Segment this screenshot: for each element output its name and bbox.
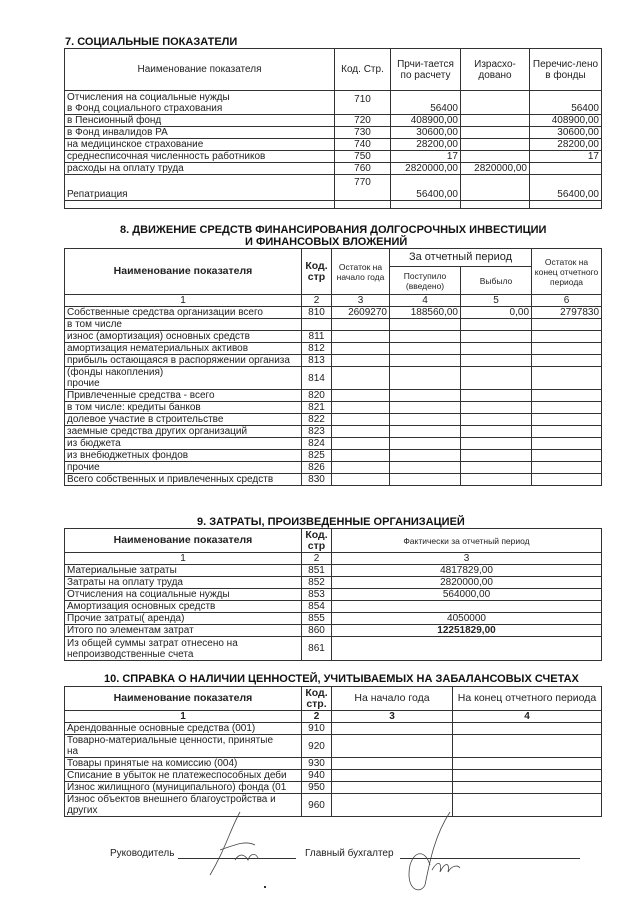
row-accrued: 408900,00 — [391, 115, 461, 127]
row-name: долевое участие в строительстве — [65, 414, 302, 426]
row-end — [532, 367, 602, 390]
row-code: 730 — [335, 127, 391, 139]
row-begin — [332, 414, 390, 426]
header-code: Код. стр. — [302, 687, 332, 711]
table-row — [65, 782, 602, 794]
row-begin — [332, 343, 390, 355]
row-end: 2797830 — [532, 307, 602, 319]
table-row — [65, 390, 602, 402]
row-disposed — [461, 474, 532, 486]
row-code: 950 — [302, 782, 332, 794]
row-accrued: 17 — [391, 151, 461, 163]
table-row — [65, 414, 602, 426]
off-balance-table — [64, 686, 602, 817]
col-number: 1 — [65, 295, 302, 307]
row-value: 12251829,00 — [332, 625, 602, 637]
row-name: Репатриация — [65, 175, 335, 201]
row-disposed — [461, 367, 532, 390]
row-name: среднесписочная численность работников — [65, 151, 335, 163]
table-row — [65, 355, 602, 367]
row-received: 188560,00 — [390, 307, 461, 319]
row-name: непроизводственные счета — [67, 648, 194, 660]
row-code: 710 — [335, 91, 391, 115]
row-spent: 2820000,00 — [461, 163, 530, 175]
header-accrued: Прчи-тается по расчету — [391, 49, 461, 91]
row-begin — [332, 319, 390, 331]
row-name: из внебюджетных фондов — [65, 450, 302, 462]
table-row — [65, 331, 602, 343]
col-number: 5 — [461, 295, 532, 307]
row-disposed — [461, 319, 532, 331]
row-name — [65, 367, 302, 390]
table-row — [65, 637, 602, 661]
row-code — [302, 319, 332, 331]
header-end: На конец отчетного периода — [453, 687, 602, 711]
header-disposed: Выбыло — [461, 267, 532, 295]
row-name: Амортизация основных средств — [65, 601, 302, 613]
table-row — [65, 758, 602, 770]
row-accrued: 2820000,00 — [391, 163, 461, 175]
row-code: 720 — [335, 115, 391, 127]
row-name: заемные средства других организаций — [65, 426, 302, 438]
row-name — [65, 637, 302, 661]
row-spent — [461, 151, 530, 163]
row-end — [453, 794, 602, 817]
row-end — [532, 474, 602, 486]
row-disposed — [461, 331, 532, 343]
header-code: Код. стр — [302, 529, 332, 553]
row-name: Отчисления на социальные нужды — [67, 91, 230, 103]
row-begin — [332, 735, 453, 758]
section7-title: 7. СОЦИАЛЬНЫЕ ПОКАЗАТЕЛИ — [65, 36, 238, 48]
table-row — [65, 589, 602, 601]
row-received — [390, 450, 461, 462]
row-received — [390, 367, 461, 390]
row-name: прибыль остающаяся в распоряжении организа — [65, 355, 302, 367]
row-end — [532, 402, 602, 414]
row-begin — [332, 355, 390, 367]
row-begin — [332, 474, 390, 486]
row-begin — [332, 462, 390, 474]
table-row — [65, 115, 602, 127]
row-code: 825 — [302, 450, 332, 462]
row-spent — [461, 175, 530, 201]
row-end — [453, 770, 602, 782]
row-name: Прочие затраты( аренда) — [65, 613, 302, 625]
table-row — [65, 91, 602, 115]
row-begin — [332, 723, 453, 735]
column-numbers-row — [65, 711, 602, 723]
row-disposed — [461, 438, 532, 450]
row-disposed: 0,00 — [461, 307, 532, 319]
table-row — [65, 307, 602, 319]
row-name: Износ жилищного (муниципального) фонда (01 — [65, 782, 302, 794]
col-number: 2 — [302, 295, 332, 307]
dot-mark — [264, 886, 266, 888]
table-row — [65, 625, 602, 637]
row-code: 814 — [302, 367, 332, 390]
row-name: на медицинское страхование — [65, 139, 335, 151]
costs-table — [64, 528, 602, 661]
row-name: в Пенсионный фонд — [65, 115, 335, 127]
col-number: 3 — [332, 553, 602, 565]
table-row — [65, 462, 602, 474]
row-spent — [461, 127, 530, 139]
col-number: 2 — [302, 711, 332, 723]
row-end — [532, 426, 602, 438]
table-row — [65, 402, 602, 414]
row-name: Товары принятые на комиссию (004) — [65, 758, 302, 770]
table-row — [65, 735, 602, 758]
row-end — [453, 735, 602, 758]
row-transferred: 17 — [530, 151, 602, 163]
row-code: 810 — [302, 307, 332, 319]
header-name: Наименование показателя — [65, 249, 302, 295]
row-name: из бюджета — [65, 438, 302, 450]
row-code: 770 — [335, 175, 391, 201]
row-name — [65, 735, 302, 758]
row-code: 812 — [302, 343, 332, 355]
director-label: Руководитель — [110, 848, 175, 859]
row-end — [532, 355, 602, 367]
table-row — [65, 438, 602, 450]
row-name: на — [67, 746, 79, 757]
row-begin — [332, 331, 390, 343]
row-end — [532, 462, 602, 474]
row-code: 854 — [302, 601, 332, 613]
row-code: 860 — [302, 625, 332, 637]
row-code: 851 — [302, 565, 332, 577]
row-code: 861 — [302, 637, 332, 661]
table-row — [65, 151, 602, 163]
row-code: 811 — [302, 331, 332, 343]
table-row — [65, 723, 602, 735]
row-end — [532, 331, 602, 343]
row-received — [390, 390, 461, 402]
row-received — [390, 438, 461, 450]
row-name: в Фонд инвалидов РА — [65, 127, 335, 139]
row-received — [390, 331, 461, 343]
row-end — [532, 450, 602, 462]
col-number: 1 — [65, 553, 302, 565]
row-code: 910 — [302, 723, 332, 735]
row-end — [532, 390, 602, 402]
row-name: Списание в убыток не платежеспособных деби — [65, 770, 302, 782]
section9-title: 9. ЗАТРАТЫ, ПРОИЗВЕДЕННЫЕ ОРГАНИЗАЦИЕЙ — [197, 516, 465, 528]
row-name: прочие — [67, 378, 100, 389]
row-transferred: 56400,00 — [530, 175, 602, 201]
header-spent: Израсхо-довано — [461, 49, 530, 91]
row-name: (фонды накопления) — [67, 367, 164, 378]
row-code: 930 — [302, 758, 332, 770]
row-disposed — [461, 390, 532, 402]
row-transferred: 28200,00 — [530, 139, 602, 151]
row-name: амортизация нематериальных активов — [65, 343, 302, 355]
row-begin — [332, 402, 390, 414]
header-begin: На начало года — [332, 687, 453, 711]
row-transferred: 408900,00 — [530, 115, 602, 127]
row-name: износ (амортизация) основных средств — [65, 331, 302, 343]
table-row — [65, 565, 602, 577]
row-accrued: 56400 — [391, 91, 461, 115]
row-begin — [332, 758, 453, 770]
table-row-empty — [65, 201, 602, 209]
accountant-label: Главный бухгалтер — [305, 848, 394, 859]
header-transferred: Перечис-лено в фонды — [530, 49, 602, 91]
row-code: 960 — [302, 794, 332, 817]
row-received — [390, 474, 461, 486]
table-row — [65, 367, 602, 390]
section8-title-line2: И ФИНАНСОВЫХ ВЛОЖЕНИЙ — [245, 236, 408, 248]
table-row — [65, 450, 602, 462]
table-row — [65, 474, 602, 486]
row-end — [453, 723, 602, 735]
row-code: 813 — [302, 355, 332, 367]
row-disposed — [461, 343, 532, 355]
row-name: Собственные средства организации всего — [65, 307, 302, 319]
table-row — [65, 343, 602, 355]
row-value: 2820000,00 — [332, 577, 602, 589]
row-spent — [461, 115, 530, 127]
table-row — [65, 577, 602, 589]
header-received: Поступило (введено) — [390, 267, 461, 295]
row-begin — [332, 390, 390, 402]
column-numbers-row — [65, 553, 602, 565]
row-name: Затраты на оплату труда — [65, 577, 302, 589]
row-end — [532, 438, 602, 450]
header-value: Фактически за отчетный период — [332, 529, 602, 553]
header-code: Код. Стр. — [335, 49, 391, 91]
row-name: Всего собственных и привлеченных средств — [65, 474, 302, 486]
table-row — [65, 127, 602, 139]
row-begin — [332, 450, 390, 462]
row-disposed — [461, 402, 532, 414]
row-spent — [461, 91, 530, 115]
accountant-signature-icon — [390, 810, 470, 895]
row-received — [390, 414, 461, 426]
header-name: Наименование показателя — [65, 529, 302, 553]
table-row — [65, 319, 602, 331]
row-value — [332, 601, 602, 613]
row-end — [453, 782, 602, 794]
row-received — [390, 343, 461, 355]
row-accrued: 56400,00 — [391, 175, 461, 201]
row-begin — [332, 426, 390, 438]
row-code: 940 — [302, 770, 332, 782]
row-received — [390, 462, 461, 474]
header-code: Код. стр — [302, 249, 332, 295]
table-row — [65, 163, 602, 175]
row-end — [532, 319, 602, 331]
row-disposed — [461, 355, 532, 367]
row-received — [390, 426, 461, 438]
row-accrued: 30600,00 — [391, 127, 461, 139]
row-value: 4050000 — [332, 613, 602, 625]
row-name: Из общей суммы затрат отнесено на — [67, 637, 238, 649]
row-value — [332, 637, 602, 661]
row-code: 920 — [302, 735, 332, 758]
row-name: в том числе — [65, 319, 302, 331]
row-name: в Фонд социального страхования — [67, 102, 223, 114]
header-end: Остаток на конец отчетного периода — [532, 249, 602, 295]
social-indicators-table — [64, 48, 602, 209]
row-code: 821 — [302, 402, 332, 414]
table-row — [65, 601, 602, 613]
table-row — [65, 426, 602, 438]
header-begin: Остаток на начало года — [332, 249, 390, 295]
row-code: 853 — [302, 589, 332, 601]
row-spent — [461, 139, 530, 151]
row-name: других — [67, 805, 98, 816]
row-name: Износ объектов внешнего благоустройства и — [67, 794, 276, 805]
col-number: 3 — [332, 711, 453, 723]
col-number: 4 — [453, 711, 602, 723]
row-transferred: 56400 — [530, 91, 602, 115]
row-transferred — [530, 163, 602, 175]
row-disposed — [461, 450, 532, 462]
table-row — [65, 175, 602, 201]
row-name: Материальные затраты — [65, 565, 302, 577]
row-begin — [332, 770, 453, 782]
table-row — [65, 770, 602, 782]
row-name: Итого по элементам затрат — [65, 625, 302, 637]
row-received — [390, 402, 461, 414]
row-name: Товарно-материальные ценности, принятые — [67, 735, 274, 746]
investment-financing-table — [64, 248, 602, 486]
row-end — [453, 758, 602, 770]
director-signature-icon — [200, 810, 270, 880]
row-begin — [332, 367, 390, 390]
row-code: 855 — [302, 613, 332, 625]
row-end — [532, 414, 602, 426]
section10-title: 10. СПРАВКА О НАЛИЧИИ ЦЕННОСТЕЙ, УЧИТЫВАЕМЫХ НА ЗАБАЛАНСОВЫХ СЧЕТАХ — [104, 673, 579, 685]
row-value: 564000,00 — [332, 589, 602, 601]
row-code: 822 — [302, 414, 332, 426]
header-name: Наименование показателя — [65, 49, 335, 91]
row-value: 4817829,00 — [332, 565, 602, 577]
row-begin: 2609270 — [332, 307, 390, 319]
col-number: 1 — [65, 711, 302, 723]
row-disposed — [461, 462, 532, 474]
row-name: Отчисления на социальные нужды — [65, 589, 302, 601]
col-number: 4 — [390, 295, 461, 307]
row-accrued: 28200,00 — [391, 139, 461, 151]
column-numbers-row — [65, 295, 602, 307]
row-end — [532, 343, 602, 355]
row-begin — [332, 782, 453, 794]
col-number: 6 — [532, 295, 602, 307]
section8-title-line1: 8. ДВИЖЕНИЕ СРЕДСТВ ФИНАНСИРОВАНИЯ ДОЛГОСРОЧНЫХ ИНВЕСТИЦИИ — [120, 224, 547, 236]
row-code: 740 — [335, 139, 391, 151]
row-name: Привлеченные средства - всего — [65, 390, 302, 402]
row-name: в том числе: кредиты банков — [65, 402, 302, 414]
row-code: 852 — [302, 577, 332, 589]
header-period: За отчетный период — [390, 249, 532, 267]
row-code: 750 — [335, 151, 391, 163]
row-disposed — [461, 414, 532, 426]
table-row — [65, 139, 602, 151]
row-code: 820 — [302, 390, 332, 402]
row-code: 824 — [302, 438, 332, 450]
row-code: 823 — [302, 426, 332, 438]
row-name: расходы на оплату труда — [65, 163, 335, 175]
row-code: 826 — [302, 462, 332, 474]
row-begin — [332, 438, 390, 450]
row-code: 830 — [302, 474, 332, 486]
row-received — [390, 355, 461, 367]
row-received — [390, 319, 461, 331]
table-row — [65, 794, 602, 817]
col-number: 3 — [332, 295, 390, 307]
row-name: прочие — [65, 462, 302, 474]
row-code: 760 — [335, 163, 391, 175]
row-disposed — [461, 426, 532, 438]
table-row — [65, 613, 602, 625]
row-name: Арендованные основные средства (001) — [65, 723, 302, 735]
header-name: Наименование показателя — [65, 687, 302, 711]
col-number: 2 — [302, 553, 332, 565]
row-transferred: 30600,00 — [530, 127, 602, 139]
